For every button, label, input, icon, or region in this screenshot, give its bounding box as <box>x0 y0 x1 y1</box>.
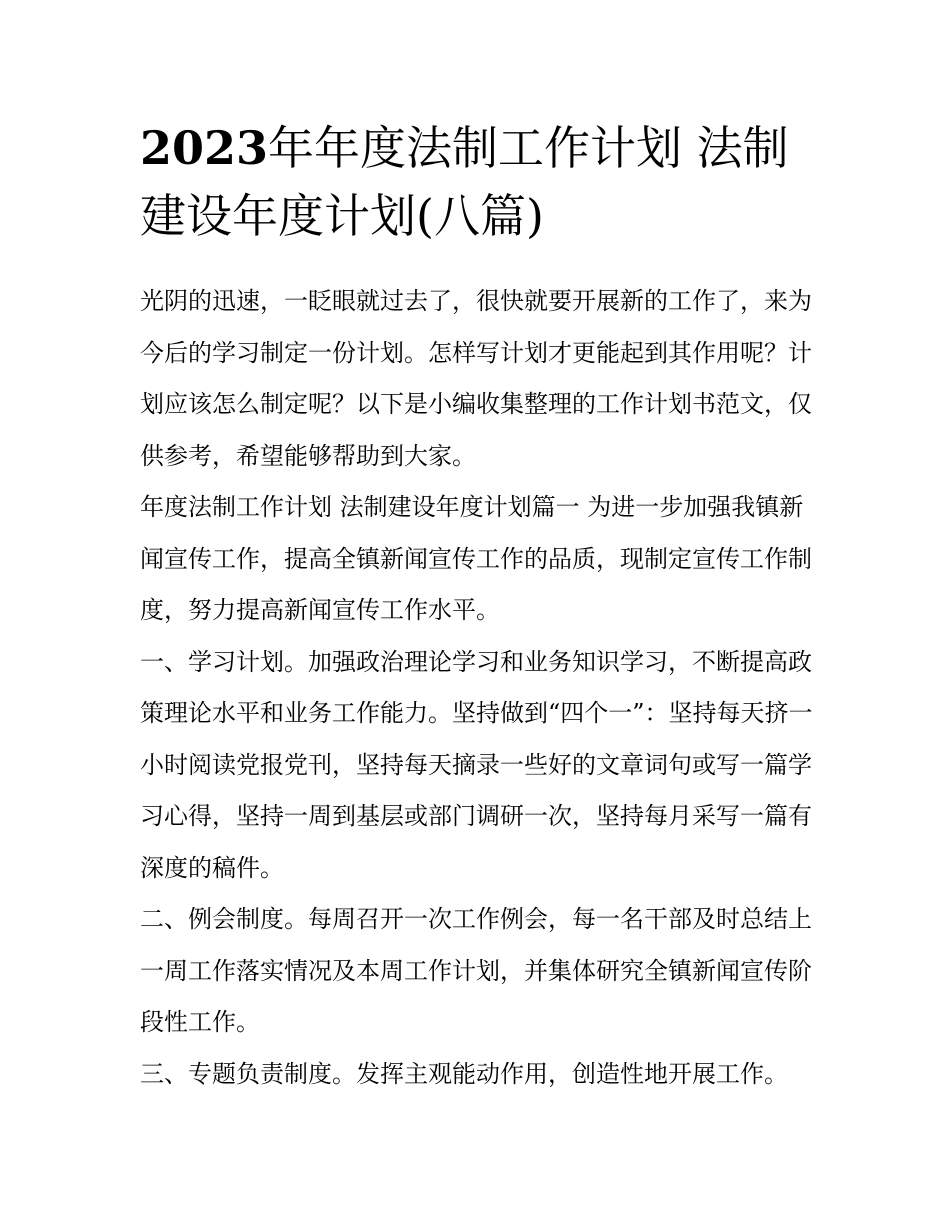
paragraph-intro: 光阴的迅速，一眨眼就过去了，很快就要开展新的工作了，来为今后的学习制定一份计划。怎样写计划才更能起到其作用呢？计划应该怎么制定呢？以下是小编收集整理的工作计划书范文，仅供参考，希望能够帮助到大家。 <box>140 287 812 470</box>
paragraph-section-one-intro: 年度法制工作计划 法制建设年度计划篇一 为进一步加强我镇新闻宣传工作，提高全镇新闻宣传工作的品质，现制定宣传工作制度，努力提高新闻宣传工作水平。 <box>140 493 812 624</box>
paragraph-study-plan: 一、学习计划。加强政治理论学习和业务知识学习，不断提高政策理论水平和业务工作能力。坚持做到“四个一”：坚持每天挤一小时阅读党报党刊，坚持每天摘录一些好的文章词句或写一篇学习心得，坚持一周到基层或部门调研一次，坚持每月采写一篇有深度的稿件。 <box>140 647 813 882</box>
document-title <box>140 114 830 250</box>
document-body <box>140 276 820 1100</box>
paragraph-meeting-system: 二、例会制度。每周召开一次工作例会，每一名干部及时总结上一周工作落实情况及本周工作计划，并集体研究全镇新闻宣传阶段性工作。 <box>140 905 812 1036</box>
title-text: 年年度法制工作计划 法制建设年度计划(八篇) <box>140 121 789 243</box>
paragraph-topic-responsibility: 三、专题负责制度。发挥主观能动作用，创造性地开展工作。 <box>140 1059 788 1088</box>
title-year: 2023 <box>140 121 269 175</box>
